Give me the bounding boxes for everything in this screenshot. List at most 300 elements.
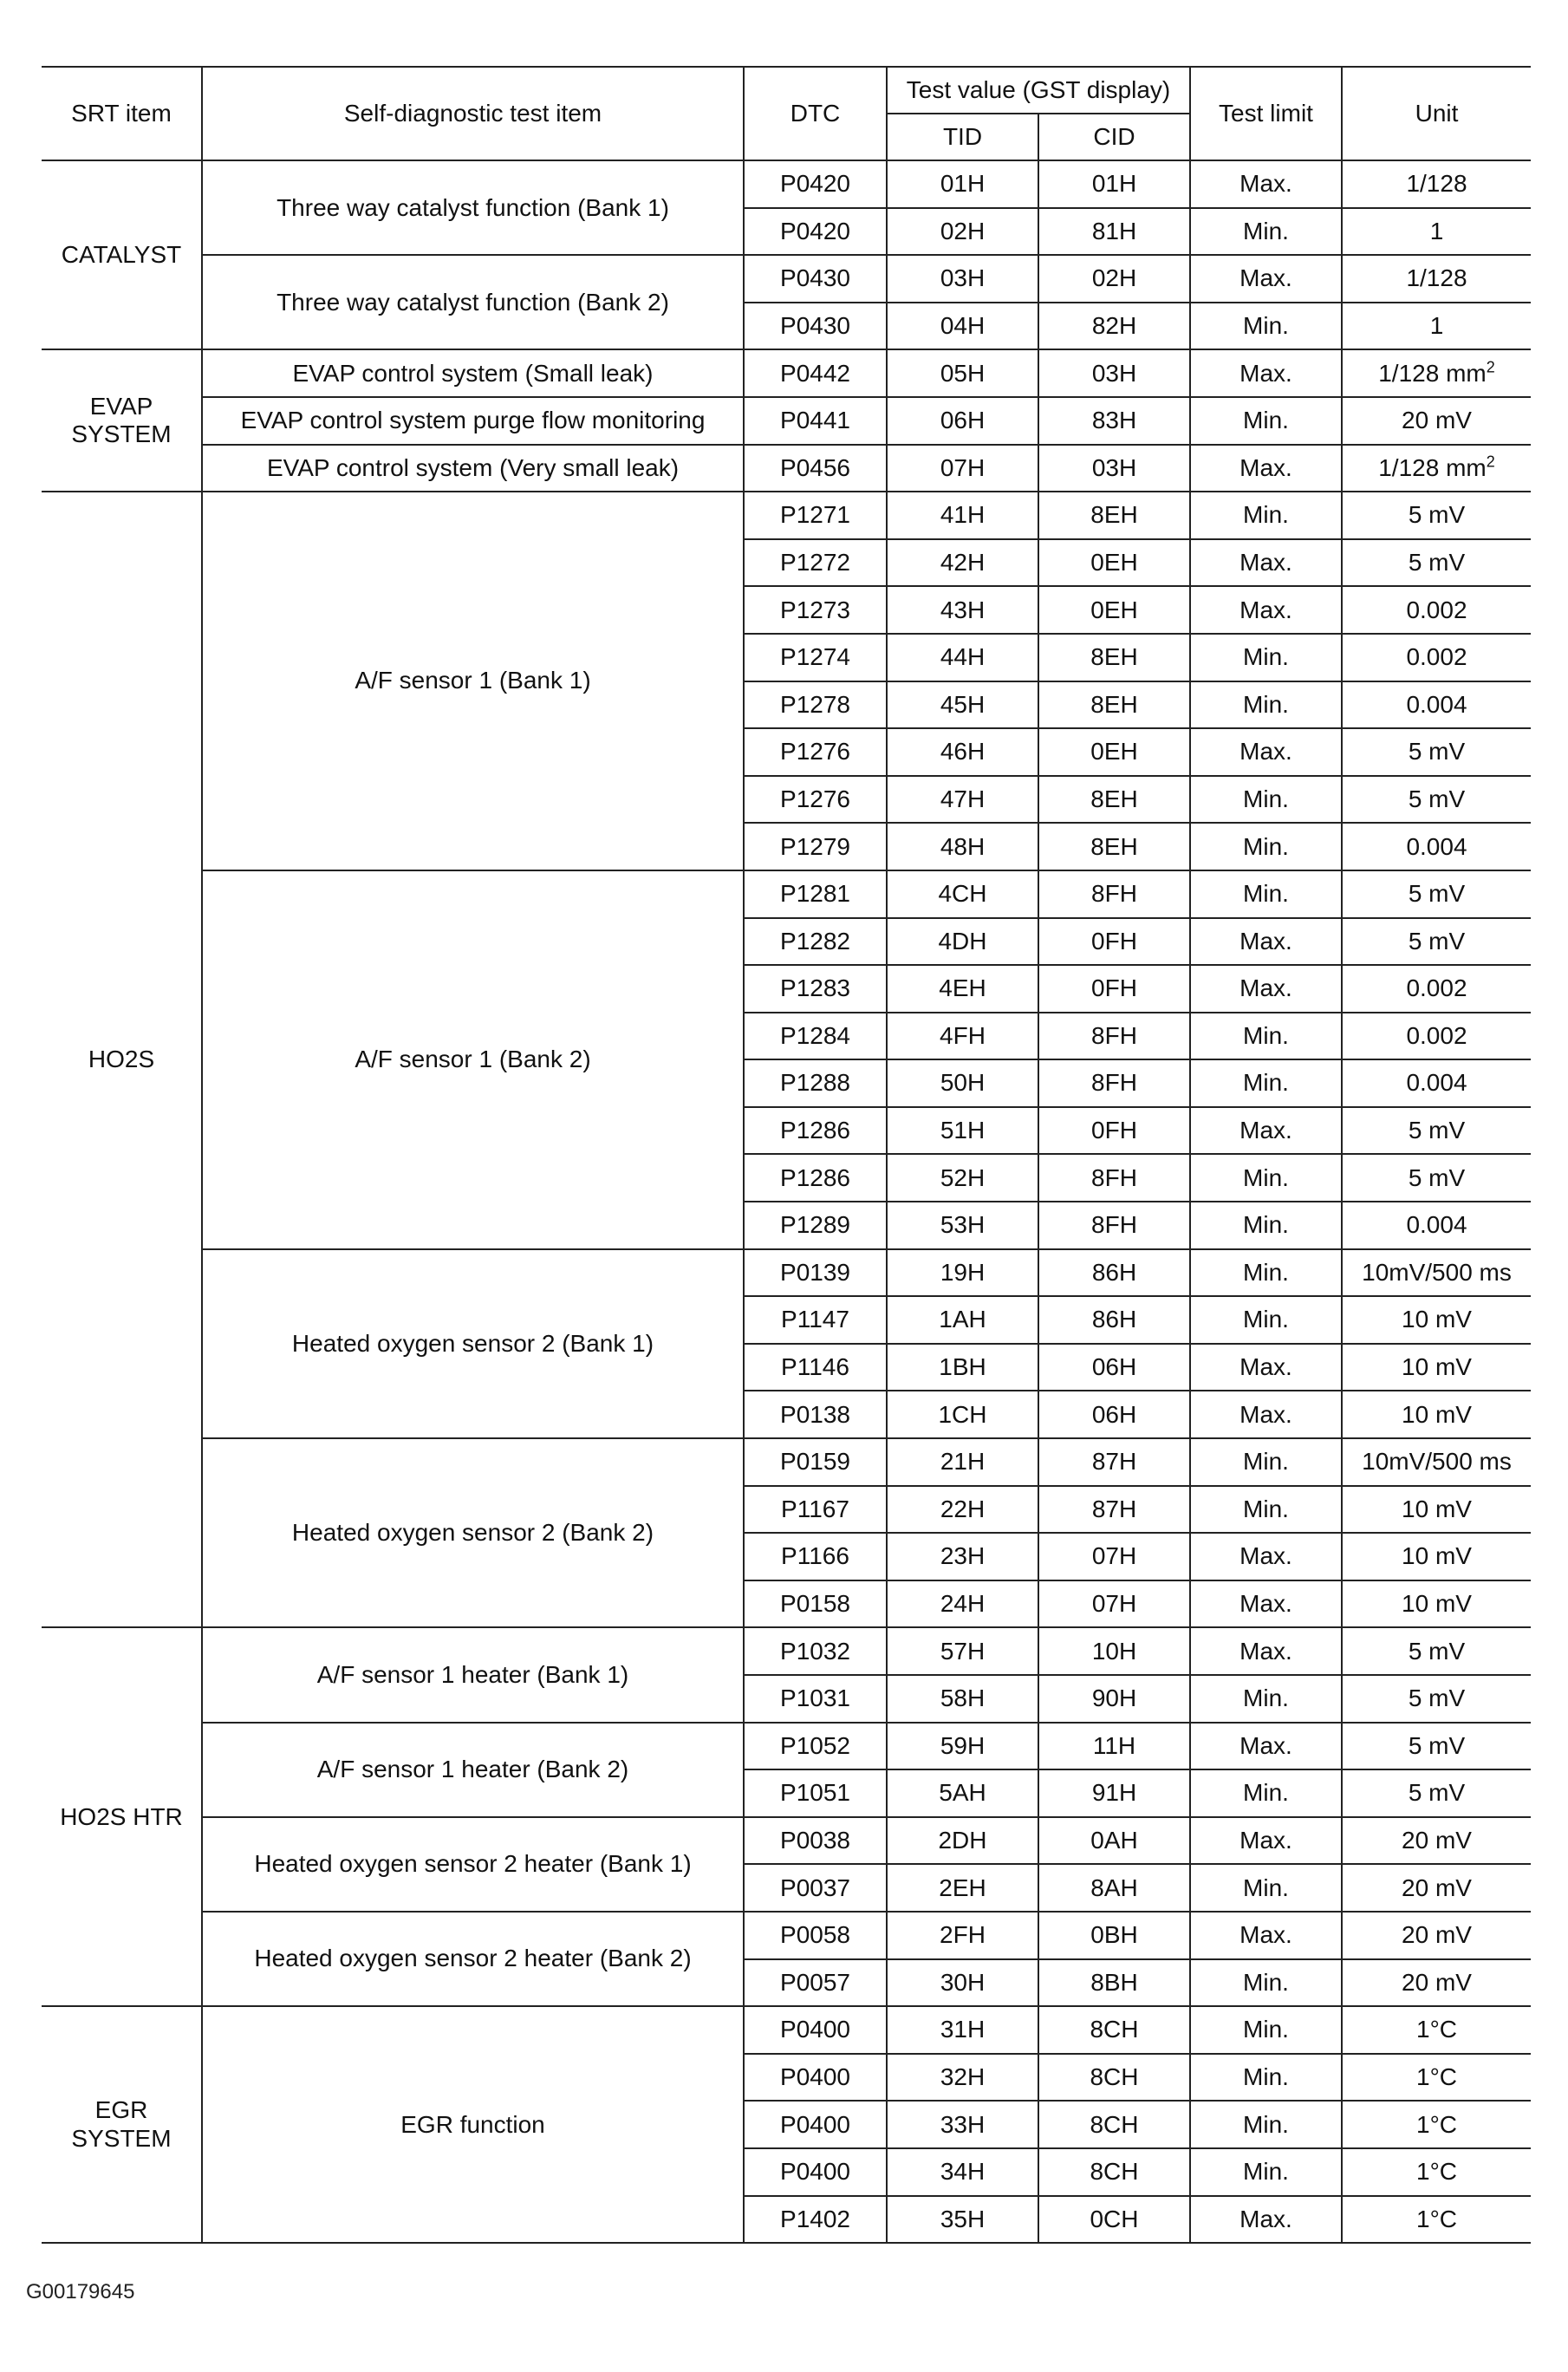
tid-cell: 59H	[887, 1723, 1038, 1770]
header-tid: TID	[887, 114, 1038, 160]
dtc-cell: P0037	[744, 1864, 887, 1912]
test-limit-cell: Max.	[1190, 255, 1342, 303]
srt-table	[42, 66, 1531, 2244]
unit-value: 5 mV	[1408, 1163, 1466, 1191]
unit-value: 0.004	[1406, 832, 1467, 860]
unit-value: 5 mV	[1408, 501, 1466, 529]
unit-value: 5 mV	[1408, 548, 1466, 576]
unit-cell	[1342, 2006, 1531, 2054]
dtc-cell: P1031	[744, 1675, 887, 1723]
unit-value: 1	[1429, 217, 1444, 244]
unit-value: 10 mV	[1402, 1353, 1472, 1381]
tid-cell: 42H	[887, 539, 1038, 587]
dtc-cell: P1052	[744, 1723, 887, 1770]
test-limit-cell: Max.	[1190, 1817, 1342, 1865]
table-header	[42, 67, 1531, 160]
test-limit-cell: Min.	[1190, 303, 1342, 350]
unit-value: 1/128 mm	[1378, 453, 1487, 481]
tid-cell: 4DH	[887, 918, 1038, 966]
test-limit-cell: Min.	[1190, 1486, 1342, 1534]
unit-value: 1°C	[1416, 2205, 1457, 2232]
test-item-cell: EVAP control system (Small leak)	[202, 349, 744, 397]
unit-cell	[1342, 2054, 1531, 2102]
test-limit-cell: Max.	[1190, 445, 1342, 492]
dtc-cell: P1279	[744, 823, 887, 870]
test-limit-cell: Min.	[1190, 681, 1342, 729]
unit-value: 10 mV	[1402, 1495, 1472, 1522]
table-row	[42, 492, 1531, 539]
cid-cell: 0EH	[1038, 728, 1190, 776]
unit-cell	[1342, 1675, 1531, 1723]
cid-cell: 0CH	[1038, 2196, 1190, 2244]
test-limit-cell: Max.	[1190, 160, 1342, 208]
unit-cell	[1342, 1391, 1531, 1438]
tid-cell: 48H	[887, 823, 1038, 870]
unit-cell	[1342, 1013, 1531, 1060]
unit-cell	[1342, 965, 1531, 1013]
table-row	[42, 1817, 1531, 1865]
unit-cell	[1342, 2148, 1531, 2196]
unit-value: 1/128	[1406, 264, 1467, 292]
test-limit-cell: Min.	[1190, 776, 1342, 824]
table-row	[42, 1723, 1531, 1770]
unit-cell	[1342, 2196, 1531, 2244]
test-limit-cell: Min.	[1190, 823, 1342, 870]
unit-value: 0.004	[1406, 1211, 1467, 1239]
unit-value: 1°C	[1416, 2110, 1457, 2138]
unit-value: 10 mV	[1402, 1400, 1472, 1428]
unit-cell	[1342, 1154, 1531, 1202]
unit-cell	[1342, 586, 1531, 634]
test-limit-cell: Max.	[1190, 728, 1342, 776]
dtc-cell: P0430	[744, 255, 887, 303]
tid-cell: 03H	[887, 255, 1038, 303]
unit-cell	[1342, 445, 1531, 492]
tid-cell: 1AH	[887, 1296, 1038, 1344]
unit-cell	[1342, 1296, 1531, 1344]
header-test-limit: Test limit	[1190, 67, 1342, 160]
cid-cell: 06H	[1038, 1344, 1190, 1391]
test-limit-cell: Max.	[1190, 1533, 1342, 1580]
test-limit-cell: Min.	[1190, 1013, 1342, 1060]
tid-cell: 45H	[887, 681, 1038, 729]
unit-cell	[1342, 492, 1531, 539]
test-limit-cell: Min.	[1190, 2101, 1342, 2148]
unit-superscript: 2	[1486, 453, 1495, 471]
table-row	[42, 397, 1531, 445]
test-limit-cell: Max.	[1190, 1107, 1342, 1155]
test-limit-cell: Max.	[1190, 965, 1342, 1013]
test-limit-cell: Max.	[1190, 539, 1342, 587]
dtc-cell: P0400	[744, 2006, 887, 2054]
test-item-cell: A/F sensor 1 heater (Bank 1)	[202, 1627, 744, 1722]
dtc-cell: P1283	[744, 965, 887, 1013]
unit-cell	[1342, 870, 1531, 918]
tid-cell: 53H	[887, 1202, 1038, 1249]
unit-cell	[1342, 1107, 1531, 1155]
unit-cell	[1342, 1486, 1531, 1534]
tid-cell: 1CH	[887, 1391, 1038, 1438]
cid-cell: 81H	[1038, 208, 1190, 256]
tid-cell: 4FH	[887, 1013, 1038, 1060]
table-row	[42, 1627, 1531, 1675]
unit-cell	[1342, 397, 1531, 445]
unit-value: 0.002	[1406, 643, 1467, 671]
dtc-cell: P0057	[744, 1959, 887, 2007]
tid-cell: 05H	[887, 349, 1038, 397]
dtc-cell: P0442	[744, 349, 887, 397]
cid-cell: 8EH	[1038, 492, 1190, 539]
unit-cell	[1342, 539, 1531, 587]
dtc-cell: P0456	[744, 445, 887, 492]
test-limit-cell: Min.	[1190, 1864, 1342, 1912]
tid-cell: 04H	[887, 303, 1038, 350]
dtc-cell: P0400	[744, 2148, 887, 2196]
dtc-cell: P1402	[744, 2196, 887, 2244]
test-limit-cell: Max.	[1190, 1627, 1342, 1675]
dtc-cell: P1167	[744, 1486, 887, 1534]
header-srt-item: SRT item	[42, 67, 202, 160]
cid-cell: 8EH	[1038, 681, 1190, 729]
cid-cell: 01H	[1038, 160, 1190, 208]
cid-cell: 8FH	[1038, 1202, 1190, 1249]
dtc-cell: P1286	[744, 1107, 887, 1155]
unit-value: 5 mV	[1408, 1685, 1466, 1712]
cid-cell: 0EH	[1038, 539, 1190, 587]
unit-value: 1	[1429, 311, 1444, 339]
tid-cell: 46H	[887, 728, 1038, 776]
test-limit-cell: Max.	[1190, 1723, 1342, 1770]
tid-cell: 33H	[887, 2101, 1038, 2148]
test-limit-cell: Max.	[1190, 2196, 1342, 2244]
unit-cell	[1342, 1344, 1531, 1391]
cid-cell: 83H	[1038, 397, 1190, 445]
unit-value: 5 mV	[1408, 880, 1466, 908]
unit-value: 5 mV	[1408, 785, 1466, 812]
test-limit-cell: Min.	[1190, 1202, 1342, 1249]
tid-cell: 34H	[887, 2148, 1038, 2196]
test-limit-cell: Min.	[1190, 2006, 1342, 2054]
dtc-cell: P0058	[744, 1912, 887, 1959]
unit-value: 5 mV	[1408, 1779, 1466, 1807]
cid-cell: 07H	[1038, 1580, 1190, 1628]
tid-cell: 58H	[887, 1675, 1038, 1723]
tid-cell: 4EH	[887, 965, 1038, 1013]
test-limit-cell: Min.	[1190, 2054, 1342, 2102]
table-row	[42, 445, 1531, 492]
cid-cell: 8BH	[1038, 1959, 1190, 2007]
srt-item-label: EVAP SYSTEM	[71, 393, 172, 448]
dtc-cell: P1273	[744, 586, 887, 634]
srt-item-cell	[42, 2006, 202, 2243]
cid-cell: 0FH	[1038, 965, 1190, 1013]
test-item-cell: A/F sensor 1 heater (Bank 2)	[202, 1723, 744, 1817]
dtc-cell: P1281	[744, 870, 887, 918]
dtc-cell: P0139	[744, 1249, 887, 1297]
dtc-cell: P0038	[744, 1817, 887, 1865]
table-row	[42, 160, 1531, 208]
dtc-cell: P1051	[744, 1769, 887, 1817]
unit-cell	[1342, 1059, 1531, 1107]
table-row	[42, 1912, 1531, 1959]
test-limit-cell: Min.	[1190, 492, 1342, 539]
tid-cell: 1BH	[887, 1344, 1038, 1391]
cid-cell: 91H	[1038, 1769, 1190, 1817]
tid-cell: 30H	[887, 1959, 1038, 2007]
dtc-cell: P0400	[744, 2101, 887, 2148]
unit-value: 10mV/500 ms	[1362, 1258, 1512, 1286]
test-limit-cell: Min.	[1190, 1769, 1342, 1817]
test-limit-cell: Min.	[1190, 2148, 1342, 2196]
test-limit-cell: Min.	[1190, 634, 1342, 681]
test-limit-cell: Min.	[1190, 397, 1342, 445]
unit-value: 0.004	[1406, 690, 1467, 718]
unit-cell	[1342, 349, 1531, 397]
test-item-cell: EVAP control system (Very small leak)	[202, 445, 744, 492]
unit-cell	[1342, 1249, 1531, 1297]
tid-cell: 47H	[887, 776, 1038, 824]
unit-cell	[1342, 681, 1531, 729]
cid-cell: 10H	[1038, 1627, 1190, 1675]
unit-cell	[1342, 1864, 1531, 1912]
unit-value: 5 mV	[1408, 1117, 1466, 1144]
table-row	[42, 255, 1531, 303]
tid-cell: 23H	[887, 1533, 1038, 1580]
table-row	[42, 349, 1531, 397]
tid-cell: 50H	[887, 1059, 1038, 1107]
cid-cell: 82H	[1038, 303, 1190, 350]
test-item-cell: A/F sensor 1 (Bank 2)	[202, 870, 744, 1249]
unit-value: 0.002	[1406, 974, 1467, 1002]
unit-cell	[1342, 1202, 1531, 1249]
unit-cell	[1342, 1723, 1531, 1770]
srt-item-cell: HO2S HTR	[42, 1627, 202, 2006]
unit-cell	[1342, 208, 1531, 256]
srt-item-cell	[42, 349, 202, 492]
cid-cell: 86H	[1038, 1296, 1190, 1344]
test-limit-cell: Min.	[1190, 1296, 1342, 1344]
unit-value: 5 mV	[1408, 738, 1466, 766]
test-item-cell: A/F sensor 1 (Bank 1)	[202, 492, 744, 870]
dtc-cell: P0159	[744, 1438, 887, 1486]
test-limit-cell: Min.	[1190, 1438, 1342, 1486]
cid-cell: 0AH	[1038, 1817, 1190, 1865]
table-row	[42, 1249, 1531, 1297]
unit-cell	[1342, 823, 1531, 870]
tid-cell: 44H	[887, 634, 1038, 681]
unit-value: 20 mV	[1402, 1873, 1472, 1901]
tid-cell: 52H	[887, 1154, 1038, 1202]
cid-cell: 8EH	[1038, 823, 1190, 870]
test-item-cell: Three way catalyst function (Bank 2)	[202, 255, 744, 349]
dtc-cell: P1274	[744, 634, 887, 681]
tid-cell: 2EH	[887, 1864, 1038, 1912]
test-limit-cell: Max.	[1190, 1912, 1342, 1959]
unit-cell	[1342, 918, 1531, 966]
header-self-diagnostic-item: Self-diagnostic test item	[202, 67, 744, 160]
unit-value: 20 mV	[1402, 1921, 1472, 1949]
unit-cell	[1342, 2101, 1531, 2148]
test-limit-cell: Max.	[1190, 1391, 1342, 1438]
cid-cell: 0FH	[1038, 918, 1190, 966]
test-item-cell: Three way catalyst function (Bank 1)	[202, 160, 744, 255]
cid-cell: 03H	[1038, 349, 1190, 397]
unit-cell	[1342, 1580, 1531, 1628]
tid-cell: 2DH	[887, 1817, 1038, 1865]
dtc-cell: P1288	[744, 1059, 887, 1107]
cid-cell: 8EH	[1038, 634, 1190, 681]
tid-cell: 07H	[887, 445, 1038, 492]
dtc-cell: P0420	[744, 208, 887, 256]
srt-item-cell: HO2S	[42, 492, 202, 1627]
test-limit-cell: Max.	[1190, 586, 1342, 634]
unit-cell	[1342, 1627, 1531, 1675]
unit-cell	[1342, 1769, 1531, 1817]
cid-cell: 0BH	[1038, 1912, 1190, 1959]
unit-value: 10mV/500 ms	[1362, 1448, 1512, 1476]
test-item-cell: Heated oxygen sensor 2 (Bank 1)	[202, 1249, 744, 1438]
dtc-cell: P1032	[744, 1627, 887, 1675]
test-item-cell: Heated oxygen sensor 2 heater (Bank 1)	[202, 1817, 744, 1912]
tid-cell: 43H	[887, 586, 1038, 634]
dtc-cell: P1276	[744, 728, 887, 776]
dtc-cell: P0400	[744, 2054, 887, 2102]
table-body	[42, 160, 1531, 2243]
cid-cell: 0EH	[1038, 586, 1190, 634]
dtc-cell: P0138	[744, 1391, 887, 1438]
tid-cell: 32H	[887, 2054, 1038, 2102]
unit-value: 1°C	[1416, 2016, 1457, 2043]
tid-cell: 2FH	[887, 1912, 1038, 1959]
tid-cell: 4CH	[887, 870, 1038, 918]
unit-value: 10 mV	[1402, 1542, 1472, 1570]
cid-cell: 87H	[1038, 1486, 1190, 1534]
test-limit-cell: Min.	[1190, 1154, 1342, 1202]
unit-value: 0.002	[1406, 1021, 1467, 1049]
cid-cell: 02H	[1038, 255, 1190, 303]
unit-cell	[1342, 1912, 1531, 1959]
cid-cell: 8CH	[1038, 2148, 1190, 2196]
dtc-cell: P1276	[744, 776, 887, 824]
cid-cell: 06H	[1038, 1391, 1190, 1438]
tid-cell: 22H	[887, 1486, 1038, 1534]
tid-cell: 35H	[887, 2196, 1038, 2244]
unit-cell	[1342, 160, 1531, 208]
header-unit: Unit	[1342, 67, 1531, 160]
cid-cell: 8AH	[1038, 1864, 1190, 1912]
cid-cell: 8CH	[1038, 2054, 1190, 2102]
header-cid: CID	[1038, 114, 1190, 160]
unit-value: 20 mV	[1402, 1968, 1472, 1996]
unit-value: 0.002	[1406, 596, 1467, 623]
dtc-cell: P0430	[744, 303, 887, 350]
figure-code: G00179645	[26, 2280, 135, 2304]
dtc-cell: P0441	[744, 397, 887, 445]
tid-cell: 41H	[887, 492, 1038, 539]
dtc-cell: P1271	[744, 492, 887, 539]
test-limit-cell: Min.	[1190, 1959, 1342, 2007]
dtc-cell: P1284	[744, 1013, 887, 1060]
test-item-cell: Heated oxygen sensor 2 (Bank 2)	[202, 1438, 744, 1627]
tid-cell: 06H	[887, 397, 1038, 445]
unit-cell	[1342, 1533, 1531, 1580]
test-limit-cell: Max.	[1190, 1344, 1342, 1391]
dtc-cell: P1147	[744, 1296, 887, 1344]
dtc-cell: P1278	[744, 681, 887, 729]
unit-value: 5 mV	[1408, 1731, 1466, 1759]
cid-cell: 8FH	[1038, 1013, 1190, 1060]
tid-cell: 19H	[887, 1249, 1038, 1297]
tid-cell: 5AH	[887, 1769, 1038, 1817]
unit-value: 5 mV	[1408, 927, 1466, 955]
unit-value: 0.004	[1406, 1069, 1467, 1097]
cid-cell: 07H	[1038, 1533, 1190, 1580]
unit-value: 1/128	[1406, 170, 1467, 198]
cid-cell: 87H	[1038, 1438, 1190, 1486]
test-limit-cell: Min.	[1190, 208, 1342, 256]
unit-value: 1/128 mm	[1378, 359, 1487, 387]
tid-cell: 21H	[887, 1438, 1038, 1486]
dtc-cell: P0420	[744, 160, 887, 208]
unit-cell	[1342, 776, 1531, 824]
dtc-cell: P1289	[744, 1202, 887, 1249]
test-limit-cell: Min.	[1190, 1249, 1342, 1297]
unit-value: 1°C	[1416, 2158, 1457, 2186]
dtc-cell: P1166	[744, 1533, 887, 1580]
unit-cell	[1342, 634, 1531, 681]
test-limit-cell: Max.	[1190, 349, 1342, 397]
unit-cell	[1342, 728, 1531, 776]
unit-value: 20 mV	[1402, 407, 1472, 434]
test-limit-cell: Max.	[1190, 918, 1342, 966]
test-limit-cell: Min.	[1190, 1675, 1342, 1723]
table-row	[42, 870, 1531, 918]
dtc-cell: P1272	[744, 539, 887, 587]
unit-cell	[1342, 1817, 1531, 1865]
dtc-cell: P1282	[744, 918, 887, 966]
tid-cell: 02H	[887, 208, 1038, 256]
unit-cell	[1342, 255, 1531, 303]
srt-item-label: EGR SYSTEM	[71, 2096, 172, 2152]
test-item-cell: EGR function	[202, 2006, 744, 2243]
test-limit-cell: Min.	[1190, 870, 1342, 918]
dtc-cell: P0158	[744, 1580, 887, 1628]
srt-item-cell: CATALYST	[42, 160, 202, 349]
cid-cell: 8CH	[1038, 2101, 1190, 2148]
unit-value: 1°C	[1416, 2062, 1457, 2090]
dtc-cell: P1146	[744, 1344, 887, 1391]
test-item-cell: Heated oxygen sensor 2 heater (Bank 2)	[202, 1912, 744, 2006]
unit-value: 10 mV	[1402, 1590, 1472, 1618]
unit-value: 10 mV	[1402, 1306, 1472, 1333]
header-test-value: Test value (GST display)	[887, 67, 1190, 114]
test-limit-cell: Max.	[1190, 1580, 1342, 1628]
table-row	[42, 1438, 1531, 1486]
unit-cell	[1342, 1959, 1531, 2007]
header-dtc: DTC	[744, 67, 887, 160]
tid-cell: 31H	[887, 2006, 1038, 2054]
cid-cell: 90H	[1038, 1675, 1190, 1723]
tid-cell: 24H	[887, 1580, 1038, 1628]
unit-cell	[1342, 1438, 1531, 1486]
test-item-cell: EVAP control system purge flow monitoring	[202, 397, 744, 445]
cid-cell: 8FH	[1038, 870, 1190, 918]
cid-cell: 03H	[1038, 445, 1190, 492]
unit-value: 5 mV	[1408, 1637, 1466, 1665]
tid-cell: 01H	[887, 160, 1038, 208]
unit-superscript: 2	[1486, 358, 1495, 376]
cid-cell: 8FH	[1038, 1154, 1190, 1202]
